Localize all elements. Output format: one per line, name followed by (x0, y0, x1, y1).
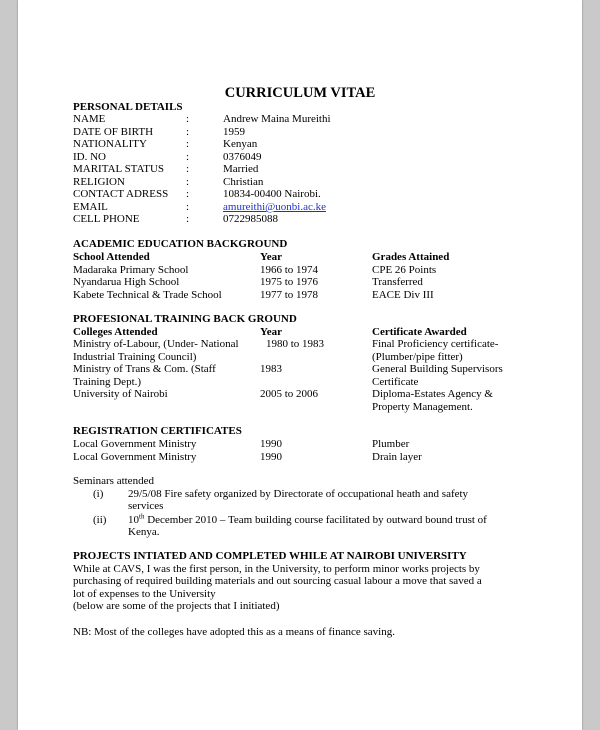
registration-heading: REGISTRATION CERTIFICATES (73, 425, 242, 437)
table-cell: Ministry of-Labour, (Under- National (73, 338, 239, 350)
table-cell: Nyandarua High School (73, 276, 180, 288)
seminar-rest: December 2010 – Team building course facilitated by outward bound trust of (144, 514, 487, 526)
colon: : (186, 201, 190, 213)
paragraph-line: (below are some of the projects that I initiated) (73, 600, 280, 612)
column-header: Year (260, 251, 282, 263)
field-value: 0376049 (223, 151, 262, 163)
seminar-text: 29/5/08 Fire safety organized by Directorate of occupational heath and safety (128, 488, 469, 500)
field-value: Christian (223, 176, 264, 188)
table-cell: Plumber (372, 438, 410, 450)
table-cell: Drain layer (372, 451, 422, 463)
table-cell: Industrial Training Council) (73, 351, 197, 363)
table-cell: Ministry of Trans & Com. (Staff (73, 363, 216, 375)
training-heading: PROFESIONAL TRAINING BACK GROUND (73, 313, 297, 325)
table-cell: 1977 to 1978 (260, 289, 319, 301)
field-label: RELIGION (73, 176, 125, 188)
column-header: Colleges Attended (73, 326, 158, 338)
paragraph-line: purchasing of required building materials and out sourcing casual labour a move that saved a (73, 575, 482, 587)
ordinal-suffix: th (139, 512, 145, 521)
field-label: ID. NO (73, 151, 106, 163)
table-cell: 1990 (260, 451, 282, 463)
table-cell: Local Government Ministry (73, 438, 197, 450)
colon: : (186, 126, 190, 138)
table-cell: Kabete Technical & Trade School (73, 289, 222, 301)
academic-heading: ACADEMIC EDUCATION BACKGROUND (73, 238, 288, 250)
colon: : (186, 113, 190, 125)
note-text: NB: Most of the colleges have adopted this as a means of finance saving. (73, 626, 395, 638)
colon: : (186, 213, 190, 225)
seminar-day: 10 (128, 514, 139, 526)
field-value: Married (223, 163, 259, 175)
field-value: Kenyan (223, 138, 258, 150)
field-label: CONTACT ADRESS (73, 188, 169, 200)
document-title: CURRICULUM VITAE (224, 85, 376, 101)
field-label: NATIONALITY (73, 138, 147, 150)
colon: : (186, 176, 190, 188)
table-cell: Transferred (372, 276, 423, 288)
list-number: (ii) (93, 514, 107, 526)
table-cell: Diploma-Estates Agency & (372, 388, 493, 400)
table-cell: EACE Div III (372, 289, 434, 301)
seminar-text: Kenya. (128, 526, 160, 538)
list-number: (i) (93, 488, 104, 500)
paragraph-line: While at CAVS, I was the first person, in the University, to perform minor works projects by (73, 563, 480, 575)
seminar-text: services (128, 500, 164, 512)
column-header: Certificate Awarded (372, 326, 467, 338)
field-label: EMAIL (73, 201, 108, 213)
table-cell: 1990 (260, 438, 282, 450)
table-cell: 1966 to 1974 (260, 264, 319, 276)
paragraph-line: lot of expenses to the University (73, 588, 216, 600)
table-cell: 1975 to 1976 (260, 276, 319, 288)
table-cell: Property Management. (372, 401, 473, 413)
field-label: NAME (73, 113, 106, 125)
projects-heading: PROJECTS INTIATED AND COMPLETED WHILE AT NAIROBI UNIVERSITY (73, 550, 467, 562)
seminar-text (128, 514, 487, 527)
field-value: 1959 (223, 126, 245, 138)
table-cell: University of Nairobi (73, 388, 168, 400)
personal-details-heading: PERSONAL DETAILS (73, 101, 183, 113)
field-label: MARITAL STATUS (73, 163, 165, 175)
table-cell: Certificate (372, 376, 419, 388)
column-header: Grades Attained (372, 251, 450, 263)
colon: : (186, 188, 190, 200)
colon: : (186, 163, 190, 175)
field-label: CELL PHONE (73, 213, 140, 225)
colon: : (186, 138, 190, 150)
document-page (18, 0, 582, 730)
table-cell: Local Government Ministry (73, 451, 197, 463)
email-link[interactable]: amureithi@uonbi.ac.ke (223, 201, 326, 213)
table-cell: (Plumber/pipe fitter) (372, 351, 463, 363)
field-value: 10834-00400 Nairobi. (223, 188, 321, 200)
column-header: School Attended (73, 251, 150, 263)
column-header: Year (260, 326, 282, 338)
table-cell: General Building Supervisors (372, 363, 503, 375)
table-cell: Final Proficiency certificate- (372, 338, 499, 350)
table-cell: Training Dept.) (73, 376, 142, 388)
colon: : (186, 151, 190, 163)
field-value: 0722985088 (223, 213, 278, 225)
table-cell: CPE 26 Points (372, 264, 437, 276)
field-label: DATE OF BIRTH (73, 126, 154, 138)
seminars-heading: Seminars attended (73, 475, 154, 487)
field-value: Andrew Maina Mureithi (223, 113, 331, 125)
table-cell: Madaraka Primary School (73, 264, 189, 276)
table-cell: 2005 to 2006 (260, 388, 319, 400)
table-cell: 1980 to 1983 (266, 338, 325, 350)
table-cell: 1983 (260, 363, 282, 375)
